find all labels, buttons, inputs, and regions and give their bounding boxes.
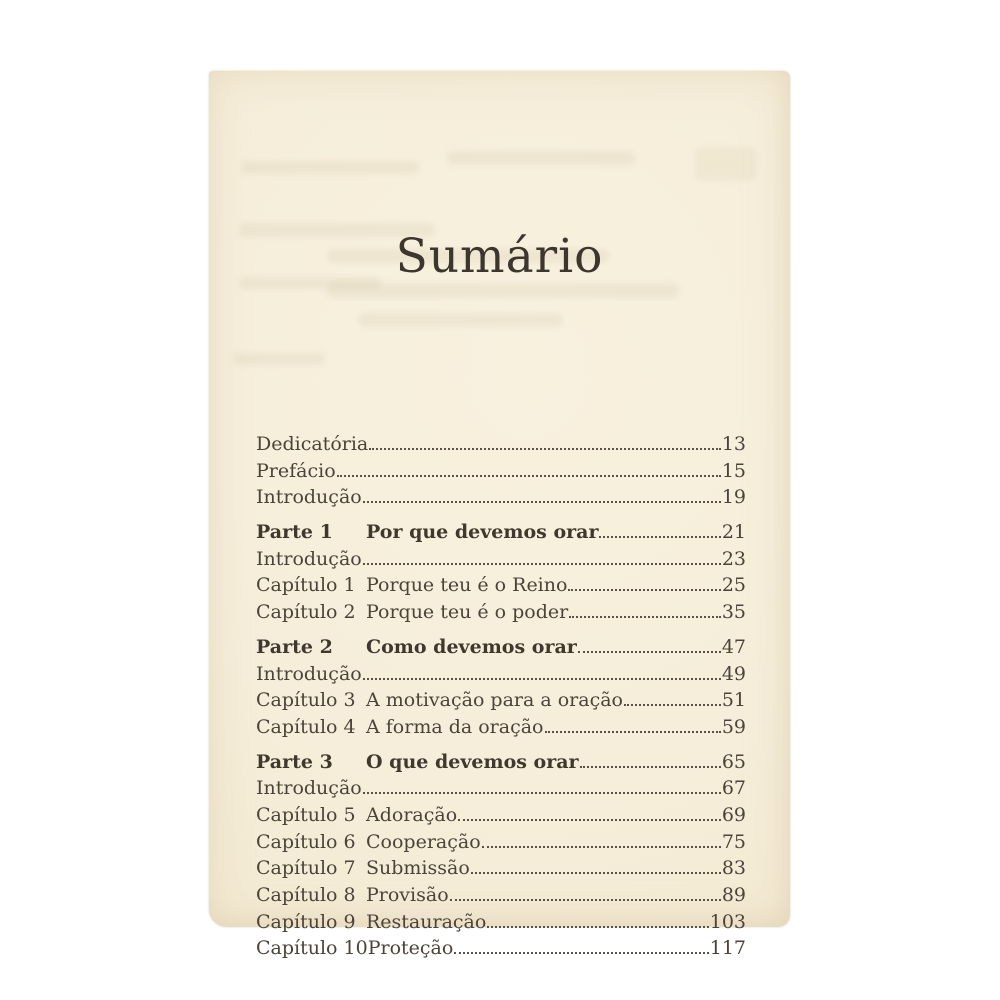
toc-entry-page-number: 67 — [721, 777, 746, 800]
toc-entry-page-number: 69 — [721, 803, 746, 826]
toc-entry-page-number: 59 — [721, 715, 746, 738]
toc-entry-page-number: 49 — [721, 662, 746, 685]
toc-entry-page-number: 83 — [721, 857, 746, 880]
dot-leader — [369, 448, 721, 450]
dot-leader — [458, 819, 721, 821]
toc-entry-row — [256, 433, 746, 460]
dot-leader — [580, 766, 721, 768]
toc-entry-page-number: 15 — [721, 459, 746, 482]
toc-entry-row — [256, 460, 746, 487]
dot-leader — [363, 501, 721, 503]
toc-entry-label: Capítulo 9 — [256, 910, 356, 933]
toc-entry-title: Dedicatória — [256, 433, 369, 455]
dot-leader — [454, 952, 708, 954]
toc-entry-row — [256, 486, 746, 513]
toc-entry-page-number: 13 — [721, 433, 746, 455]
dot-leader — [545, 731, 721, 733]
bleed-through-text — [695, 147, 757, 181]
toc-entry-title: Cooperação — [366, 830, 481, 853]
bleed-through-text — [241, 161, 419, 174]
dot-leader — [363, 678, 721, 680]
dot-leader — [569, 616, 721, 618]
toc-entry-title: Introdução — [256, 777, 362, 800]
toc-entry-label: Capítulo 3 — [256, 689, 356, 712]
bleed-through-text — [233, 353, 325, 365]
bleed-through-text — [447, 151, 635, 165]
page-title: Sumário — [395, 229, 604, 284]
toc-entry-title: O que devemos orar — [366, 750, 579, 773]
dot-leader — [624, 704, 721, 706]
dot-leader — [450, 899, 721, 901]
toc-part-row — [256, 636, 746, 663]
toc-entry-label: Capítulo 5 — [256, 803, 356, 826]
toc-entry-page-number: 103 — [709, 910, 746, 933]
toc-entry-label: Parte 3 — [256, 750, 333, 773]
toc-entry-title: Introdução — [256, 547, 362, 570]
toc-entry-row — [256, 574, 746, 601]
toc-entry-label: Capítulo 2 — [256, 601, 356, 624]
toc-entry-title: Por que devemos orar — [366, 521, 599, 544]
toc-entry-row — [256, 716, 746, 743]
dot-leader — [482, 846, 721, 848]
toc-entry-label: Capítulo 10 — [256, 937, 368, 960]
toc-entry-label: Capítulo 1 — [256, 574, 356, 597]
toc-entry-page-number: 51 — [721, 689, 746, 712]
dot-leader — [578, 651, 721, 653]
toc-entry-row — [256, 777, 746, 804]
toc-entry-title: A forma da oração — [366, 715, 544, 738]
toc-entry-row — [256, 857, 746, 884]
toc-entry-row — [256, 663, 746, 690]
toc-entry-label: Capítulo 6 — [256, 830, 356, 853]
toc-entry-row — [256, 831, 746, 858]
dot-leader — [337, 475, 721, 477]
toc-entry-page-number: 89 — [721, 884, 746, 906]
dot-leader — [363, 792, 721, 794]
toc-entry-row — [256, 884, 746, 911]
toc-entry-label: Capítulo 8 — [256, 884, 356, 906]
toc-entry-title: Provisão — [366, 884, 449, 906]
book-page — [209, 71, 790, 960]
dot-leader — [487, 926, 708, 928]
toc-entry-row — [256, 601, 746, 628]
toc-entry-row — [256, 804, 746, 831]
toc-part-row — [256, 751, 746, 778]
toc-entry-page-number: 35 — [721, 601, 746, 624]
toc-part-row — [256, 521, 746, 548]
toc-entry-page-number: 23 — [721, 547, 746, 570]
toc-entry-title: Porque teu é o poder — [366, 601, 569, 624]
toc-entry-page-number: 19 — [721, 486, 746, 509]
toc-entry-row — [256, 937, 746, 964]
table-of-contents — [256, 433, 746, 964]
toc-entry-title: Proteção — [367, 937, 454, 960]
toc-entry-title: Introdução — [256, 662, 362, 685]
toc-entry-row — [256, 548, 746, 575]
dot-leader — [363, 563, 721, 565]
dot-leader — [599, 536, 720, 538]
toc-entry-page-number: 65 — [721, 750, 746, 773]
toc-entry-title: Como devemos orar — [366, 635, 577, 658]
toc-entry-page-number: 75 — [721, 830, 746, 853]
toc-entry-row — [256, 911, 746, 938]
toc-entry-page-number: 25 — [721, 574, 746, 597]
toc-entry-row — [256, 689, 746, 716]
dot-leader — [471, 872, 721, 874]
dot-leader — [568, 589, 720, 591]
toc-entry-title: Restauração — [366, 910, 487, 933]
toc-entry-label: Parte 1 — [256, 521, 333, 544]
toc-entry-title: Submissão — [366, 857, 470, 880]
toc-entry-label: Capítulo 7 — [256, 857, 356, 880]
toc-entry-title: A motivação para a oração — [366, 689, 624, 712]
toc-entry-page-number: 21 — [721, 521, 746, 544]
toc-entry-page-number: 47 — [721, 635, 746, 658]
toc-entry-title: Introdução — [256, 486, 362, 509]
toc-entry-page-number: 117 — [709, 937, 746, 960]
toc-entry-title: Adoração — [366, 803, 458, 826]
toc-entry-label: Capítulo 4 — [256, 715, 356, 738]
toc-entry-title: Porque teu é o Reino — [366, 574, 568, 597]
toc-entry-label: Parte 2 — [256, 635, 333, 658]
toc-entry-title: Prefácio — [256, 459, 336, 482]
bleed-through-text — [359, 313, 563, 327]
bleed-through-text — [327, 283, 679, 298]
